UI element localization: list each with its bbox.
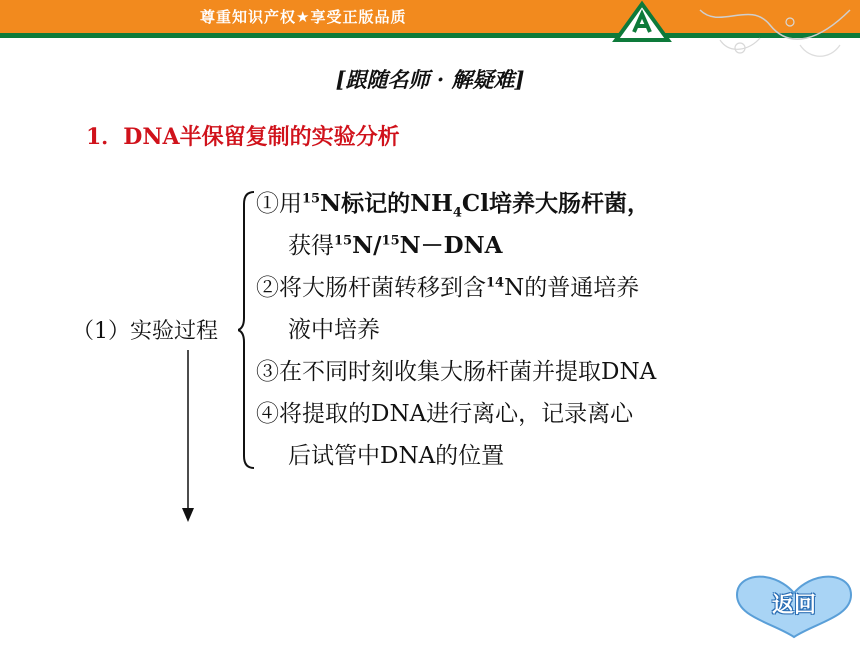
logo-icon xyxy=(612,0,672,42)
decorative-swirl-icon xyxy=(680,0,860,70)
step-line-5: ③在不同时刻收集大肠杆菌并提取DNA xyxy=(256,359,657,385)
left-brace-icon xyxy=(238,190,256,470)
process-label: （1）实验过程 xyxy=(72,319,218,344)
step-line-6: ④将提取的DNA进行离心，记录离心 xyxy=(256,401,634,427)
banner-slogan: 尊重知识产权★享受正版品质 xyxy=(200,8,407,26)
return-button[interactable] xyxy=(733,573,855,645)
step-line-1: ①用$^{15}$N标记的$NH_4Cl$培养大肠杆菌， xyxy=(256,190,650,221)
step-line-7: 后试管中DNA的位置 xyxy=(288,443,505,469)
step-line-2: 获得$^{15}$N/$^{15}$N－DNA xyxy=(288,232,503,259)
step-line-3: ②将大肠杆菌转移到含$^{14}$N的普通培养 xyxy=(256,275,640,301)
return-label: 返回 xyxy=(771,593,816,618)
section-title: [跟随名师 · 解疑难] xyxy=(335,67,525,92)
heading: 1．DNA半保留复制的实验分析 xyxy=(86,124,400,150)
step-line-4: 液中培养 xyxy=(288,317,380,343)
down-arrow-icon xyxy=(178,350,198,525)
